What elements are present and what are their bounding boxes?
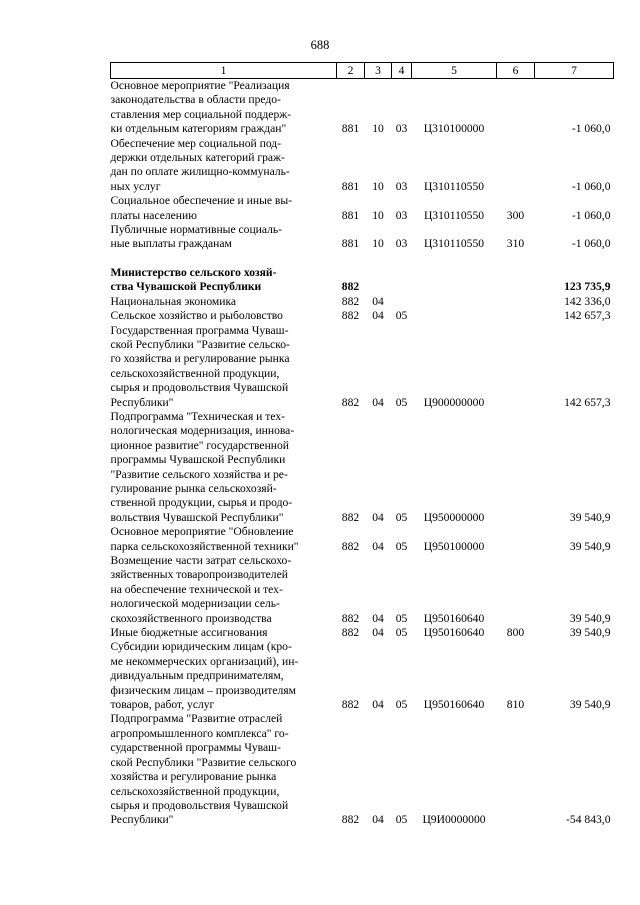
table-row	[111, 626, 614, 640]
row-name-line: "Развитие сельского хозяйства и ре-	[110, 467, 288, 481]
row-name-line: Публичные нормативные социаль-	[110, 223, 283, 237]
row-name-line: Возмещение части затрат сельскохо-	[110, 554, 292, 567]
ministry-code: 882	[341, 611, 360, 625]
subsection-code: 03	[395, 179, 408, 193]
target-article: Ц900000000	[423, 395, 485, 409]
ministry-code: 881	[341, 179, 360, 193]
ministry-code: 882	[341, 539, 360, 553]
row-name-line: нологическая модернизация, иннова-	[110, 424, 295, 438]
row-name-line: гулирование рынка сельскохозяй-	[110, 481, 277, 495]
row-name-line: сырья и продовольствия Чувашской	[110, 381, 289, 395]
table-row	[111, 309, 614, 323]
row-name-line: Министерство сельского хозяй-	[110, 265, 277, 279]
row-name	[111, 626, 337, 640]
target-article: Ц9И0000000	[422, 813, 486, 827]
row-name	[111, 324, 337, 410]
section-code: 04	[372, 294, 384, 308]
section-code: 04	[372, 626, 384, 640]
budget-table	[110, 62, 614, 828]
subsection-code: 05	[395, 611, 408, 625]
row-name-line: Иные бюджетные ассигнования	[110, 626, 268, 640]
row-name-line: Обеспечение мер социальной под-	[110, 136, 282, 150]
amount: 39 540,9	[569, 510, 611, 524]
row-name-line: ственной продукции, сырья и продо-	[110, 496, 293, 510]
row-name	[111, 410, 337, 525]
target-article: Ц950160640	[423, 611, 485, 625]
row-name-line: ционное развитие" государственной	[110, 438, 289, 452]
header-col-3: 3	[365, 63, 392, 79]
row-name-line: ской Республики "Развитие сельско-	[110, 337, 290, 351]
subsection-code: 03	[395, 237, 408, 251]
row-name-line: Республики"	[110, 395, 174, 409]
expense-type	[497, 525, 535, 554]
header-col-5: 5	[412, 63, 497, 79]
amount: 142 336,0	[564, 294, 611, 308]
ministry-code: 882	[341, 510, 360, 524]
section-code: 04	[372, 611, 384, 625]
table-row	[111, 223, 614, 252]
ministry-code: 881	[341, 208, 360, 222]
amount: 123 735,9	[564, 280, 611, 294]
ministry-code: 882	[341, 813, 360, 827]
row-name-line: го хозяйства и регулирование рынка	[110, 352, 290, 366]
row-name-line: дан по оплате жилищно-коммуналь-	[110, 165, 290, 179]
row-name-line: сельскохозяйственной продукции,	[110, 784, 280, 798]
row-name-line: парка сельскохозяйственной техники"	[110, 539, 299, 553]
row-name-line: дивидуальным предпринимателям,	[110, 669, 284, 683]
section-code: 04	[372, 813, 384, 827]
row-name-line: Сельское хозяйство и рыболовство	[110, 309, 283, 323]
subsection-code: 03	[395, 208, 408, 222]
subsection-code: 05	[395, 813, 408, 827]
table-row	[111, 266, 614, 295]
expense-type: 800	[506, 626, 525, 640]
header-col-6: 6	[497, 63, 535, 79]
amount: 142 657,3	[564, 309, 611, 323]
amount: -1 060,0	[571, 208, 611, 222]
row-name-line: Подпрограмма "Развитие отраслей	[110, 712, 283, 726]
row-name	[111, 309, 337, 323]
target-article: Ц950160640	[423, 698, 485, 712]
target-article	[412, 266, 497, 295]
subsection-code: 05	[395, 395, 408, 409]
subsection-code: 05	[395, 698, 408, 712]
expense-type	[497, 266, 535, 295]
row-name	[111, 79, 337, 137]
row-name-line: программы Чувашской Республики	[110, 453, 286, 467]
expense-type: 310	[506, 237, 525, 251]
row-name-line: Подпрограмма "Техническая и тех-	[110, 409, 286, 423]
row-name-line: сырья и продовольствия Чувашской	[110, 798, 289, 812]
amount: 39 540,9	[569, 539, 611, 553]
amount: -1 060,0	[571, 122, 611, 136]
row-name-line: ки отдельным категориям граждан"	[110, 122, 287, 136]
target-article: Ц310110550	[423, 237, 485, 251]
expense-type: 810	[506, 698, 525, 712]
section-code: 10	[372, 179, 384, 193]
ministry-code: 882	[341, 698, 360, 712]
table-row	[111, 295, 614, 309]
row-name-line: скохозяйственного производства	[110, 611, 272, 625]
spacer-cell	[111, 252, 614, 266]
row-name-line: физическим лицам – производителям	[110, 683, 296, 697]
row-name-line: Субсидии юридическим лицам (кро-	[110, 640, 292, 654]
row-name-line: Социальное обеспечение и иные вы-	[110, 194, 293, 208]
section-code: 04	[372, 395, 384, 409]
target-article	[412, 295, 497, 309]
section-code: 04	[372, 698, 384, 712]
amount: -54 843,0	[566, 813, 611, 827]
expense-type	[497, 295, 535, 309]
table-row	[111, 554, 614, 626]
ministry-code: 882	[341, 626, 360, 640]
ministry-code: 882	[341, 280, 360, 294]
row-name-line: Республики"	[110, 813, 174, 827]
header-col-4: 4	[392, 63, 412, 79]
table-row	[111, 194, 614, 223]
target-article: Ц950000000	[423, 510, 485, 524]
table-row	[111, 640, 614, 712]
target-article	[412, 309, 497, 323]
subsection-code: 05	[395, 309, 408, 323]
header-col-2: 2	[337, 63, 365, 79]
section-code: 04	[372, 510, 384, 524]
row-name	[111, 712, 337, 827]
spacer-row	[111, 252, 614, 266]
row-name	[111, 554, 337, 626]
row-name-line: нологической модернизации сель-	[110, 597, 280, 611]
target-article: Ц950100000	[423, 539, 485, 553]
header-col-1: 1	[111, 63, 337, 79]
row-name-line: ных услуг	[110, 179, 161, 193]
target-article: Ц310110550	[423, 179, 485, 193]
subsection-code	[392, 266, 412, 295]
subsection-code	[392, 295, 412, 309]
page-number: 688	[310, 38, 330, 52]
ministry-code: 882	[341, 395, 360, 409]
subsection-code: 05	[395, 510, 408, 524]
header-col-7: 7	[535, 63, 614, 79]
table-row	[111, 410, 614, 525]
expense-type	[497, 324, 535, 410]
row-name-line: вольствия Чувашской Республики"	[110, 510, 284, 524]
amount: 39 540,9	[569, 626, 611, 640]
expense-type	[497, 79, 535, 137]
row-name	[111, 295, 337, 309]
row-name-line: ме некоммерческих организаций), ин-	[110, 654, 299, 668]
row-name	[111, 194, 337, 223]
row-name-line: на обеспечение технической и тех-	[110, 582, 283, 596]
table-row	[111, 712, 614, 827]
row-name	[111, 640, 337, 712]
expense-type: 300	[506, 208, 525, 222]
row-name-line: держки отдельных категорий граж-	[110, 151, 285, 165]
table-row	[111, 79, 614, 137]
expense-type	[497, 410, 535, 525]
row-name-line: сельскохозяйственной продукции,	[110, 366, 280, 380]
expense-type	[497, 309, 535, 323]
row-name-line: ства Чувашской Республики	[110, 280, 262, 294]
row-name	[111, 137, 337, 195]
expense-type	[497, 554, 535, 626]
row-name-line: зяйственных товаропроизводителей	[110, 568, 288, 582]
row-name	[111, 223, 337, 252]
header-row	[111, 63, 614, 79]
ministry-code: 881	[341, 237, 360, 251]
target-article: Ц310100000	[423, 122, 485, 136]
row-name-line: платы населению	[110, 208, 197, 222]
table-header	[111, 63, 614, 79]
section-code: 10	[372, 122, 384, 136]
row-name-line: законодательства в области предо-	[110, 93, 281, 107]
amount: 142 657,3	[564, 395, 611, 409]
row-name-line: хозяйства и регулирование рынка	[110, 770, 277, 784]
subsection-code: 03	[395, 122, 408, 136]
amount: -1 060,0	[571, 237, 611, 251]
table-row	[111, 137, 614, 195]
row-name	[111, 525, 337, 554]
row-name-line: агропромышленного комплекса" го-	[110, 726, 289, 740]
expense-type	[497, 712, 535, 827]
section-code: 10	[372, 208, 384, 222]
section-code: 04	[372, 309, 384, 323]
row-name-line: сударственной программы Чуваш-	[110, 741, 281, 755]
row-name	[111, 266, 337, 295]
row-name-line: Национальная экономика	[110, 294, 237, 308]
row-name-line: Основное мероприятие "Обновление	[110, 525, 294, 539]
section-code: 04	[372, 539, 384, 553]
table-row	[111, 324, 614, 410]
table-body	[111, 79, 614, 828]
amount: 39 540,9	[569, 698, 611, 712]
expense-type	[497, 137, 535, 195]
section-code	[365, 266, 392, 295]
section-code: 10	[372, 237, 384, 251]
row-name-line: товаров, работ, услуг	[110, 698, 215, 712]
row-name-line: Государственная программа Чуваш-	[110, 323, 289, 337]
target-article: Ц310110550	[423, 208, 485, 222]
row-name-line: Основное мероприятие "Реализация	[110, 79, 290, 92]
row-name-line: ставления мер социальной поддерж-	[110, 107, 292, 121]
target-article: Ц950160640	[423, 626, 485, 640]
amount: -1 060,0	[571, 179, 611, 193]
row-name-line: ской Республики "Развитие сельского	[110, 755, 297, 769]
row-name-line: ные выплаты гражданам	[110, 237, 232, 251]
subsection-code: 05	[395, 539, 408, 553]
ministry-code: 882	[341, 309, 360, 323]
ministry-code: 882	[341, 294, 360, 308]
table-row	[111, 525, 614, 554]
subsection-code: 05	[395, 626, 408, 640]
amount: 39 540,9	[569, 611, 611, 625]
ministry-code: 881	[341, 122, 360, 136]
